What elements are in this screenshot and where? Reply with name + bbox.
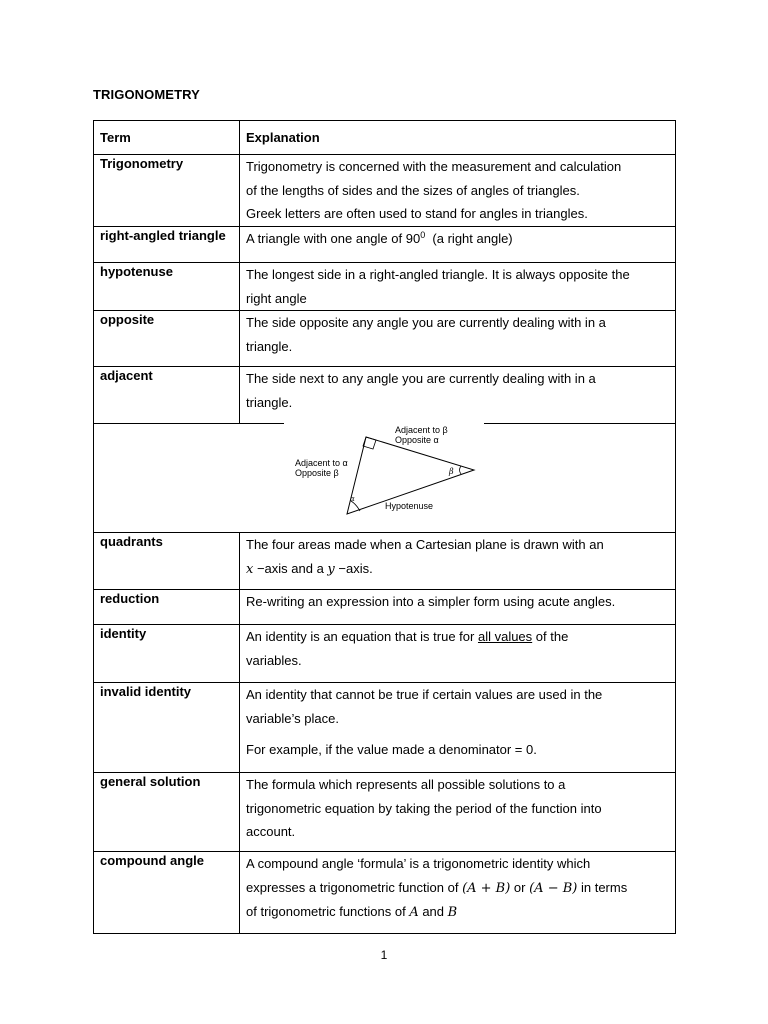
label-adjacent-to-alpha: Adjacent to α <box>295 458 348 468</box>
explanation-line: right angle <box>246 290 307 306</box>
glossary-table <box>93 120 676 934</box>
explanation-line: triangle. <box>246 338 293 354</box>
explanation-text: of trigonometric functions of <box>246 904 410 919</box>
explanation-general-solution <box>240 773 676 852</box>
header-explanation: Explanation <box>240 121 676 155</box>
explanation-identity <box>240 625 676 683</box>
explanation-line: The side opposite any angle you are currently dealing with in a <box>246 315 606 330</box>
explanation-line: The four areas made when a Cartesian plane is drawn with an <box>246 537 604 552</box>
explanation-hypotenuse <box>240 263 676 311</box>
explanation-text: A triangle with one angle of 90 <box>246 231 421 246</box>
explanation-text: or <box>510 879 530 895</box>
term-opposite: opposite <box>94 311 240 367</box>
triangle-diagram <box>94 424 674 532</box>
table-row <box>94 367 676 424</box>
explanation-reduction <box>240 590 676 625</box>
explanation-line: of the lengths of sides and the sizes of angles of triangles. <box>246 182 580 198</box>
math-y: y <box>327 561 335 577</box>
explanation-compound-angle <box>240 852 676 934</box>
explanation-line: Trigonometry is concerned with the measurement and calculation <box>246 159 622 174</box>
term-hypotenuse: hypotenuse <box>94 263 240 311</box>
label-hypotenuse: Hypotenuse <box>385 501 434 511</box>
table-header-row <box>94 121 676 155</box>
term-right-angled-triangle: right-angled triangle <box>94 227 240 263</box>
explanation-adjacent <box>240 367 676 424</box>
table-row <box>94 155 676 227</box>
term-trigonometry: Trigonometry <box>94 155 240 227</box>
math-b: B <box>447 905 458 920</box>
table-row <box>94 263 676 311</box>
explanation-line: variables. <box>246 652 302 668</box>
beta-arc <box>460 466 462 474</box>
explanation-line: The longest side in a right-angled triangle. It is always opposite the <box>246 267 630 282</box>
explanation-quadrants <box>240 533 676 590</box>
explanation-line: trigonometric equation by taking the period of the function into <box>246 800 602 816</box>
table-row <box>94 773 676 852</box>
explanation-line: The formula which represents all possible solutions to a <box>246 777 566 792</box>
explanation-line: Re-writing an expression into a simpler form using acute angles. <box>246 594 616 609</box>
term-adjacent: adjacent <box>94 367 240 424</box>
document-title: TRIGONOMETRY <box>93 87 200 102</box>
explanation-line: A compound angle ‘formula’ is a trigonometric identity which <box>246 856 591 871</box>
table-row <box>94 590 676 625</box>
explanation-opposite <box>240 311 676 367</box>
explanation-line: The side next to any angle you are currently dealing with in a <box>246 371 596 386</box>
table-row <box>94 683 676 773</box>
term-quadrants: quadrants <box>94 533 240 590</box>
explanation-text: and <box>418 904 448 919</box>
explanation-text: An identity is an equation that is true for <box>246 629 478 644</box>
explanation-trigonometry <box>240 155 676 227</box>
page-number: 1 <box>380 948 388 962</box>
label-opposite-alpha: Opposite α <box>395 435 439 445</box>
table-row <box>94 311 676 367</box>
table-row <box>94 625 676 683</box>
math-a-minus-b: (A − B) <box>529 880 578 896</box>
table-row <box>94 852 676 934</box>
underlined-text: all values <box>477 629 533 644</box>
label-alpha: α <box>350 495 355 503</box>
math-a-plus-b: (A + B) <box>462 880 511 896</box>
header-term: Term <box>94 121 240 155</box>
explanation-line: triangle. <box>246 394 293 410</box>
triangle-diagram-cell <box>94 424 676 533</box>
explanation-line: account. <box>246 824 296 839</box>
term-compound-angle: compound angle <box>94 852 240 934</box>
label-beta: β <box>449 467 454 476</box>
explanation-line: For example, if the value made a denominator = 0. <box>246 742 537 757</box>
term-general-solution: general solution <box>94 773 240 852</box>
explanation-invalid-identity <box>240 683 676 773</box>
explanation-text: of the <box>532 629 569 644</box>
explanation-line: An identity that cannot be true if certain values are used in the <box>246 687 603 702</box>
explanation-line: Greek letters are often used to stand for angles in triangles. <box>246 206 588 221</box>
table-row <box>94 227 676 263</box>
explanation-text: in terms <box>577 879 628 895</box>
term-identity: identity <box>94 625 240 683</box>
label-opposite-beta: Opposite β <box>295 468 339 478</box>
table-row <box>94 533 676 590</box>
explanation-text: expresses a trigonometric function of <box>246 879 463 895</box>
term-reduction: reduction <box>94 590 240 625</box>
math-x: x <box>246 561 254 577</box>
diagram-row <box>94 424 676 533</box>
math-a: A <box>409 905 419 920</box>
explanation-right-angled-triangle <box>240 227 676 263</box>
label-adjacent-to-beta: Adjacent to β <box>395 425 448 435</box>
explanation-text: (a right angle) <box>425 231 513 246</box>
explanation-line: variable’s place. <box>246 710 339 726</box>
term-invalid-identity: invalid identity <box>94 683 240 773</box>
explanation-text: −axis and a <box>253 560 328 576</box>
explanation-text: −axis. <box>334 560 373 576</box>
degree-superscript: 0 <box>420 230 426 240</box>
